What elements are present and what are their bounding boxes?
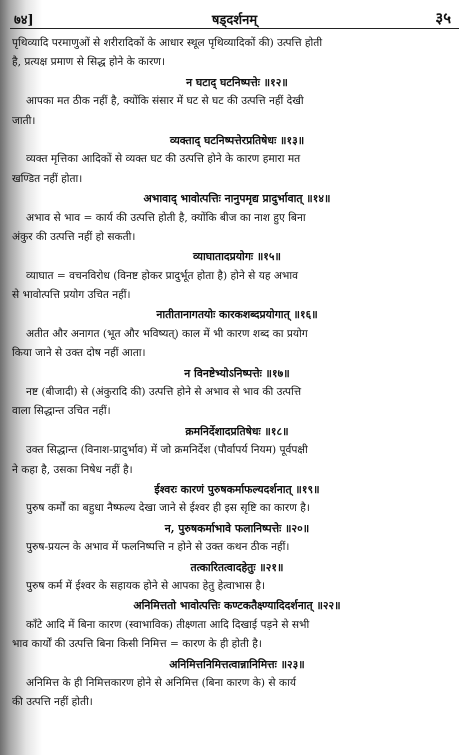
sutra-heading: न विनष्टेभ्योऽनिष्पत्तेः ॥१७॥	[184, 366, 290, 380]
commentary-line: उक्त सिद्धान्त (विनाश-प्रादुर्भाव) में जो क्रमनिर्देश (पौर्वापर्य नियम) पूर्वपक्षी	[26, 444, 308, 457]
commentary-line: भाव कार्यों की उत्पत्ति बिना किसी निमित्त = कारण के ही होती है।	[12, 638, 262, 651]
page-body	[12, 34, 462, 713]
sutra-heading: न, पुरुषकर्माभावे फलानिष्पत्तेः ॥२०॥	[164, 521, 310, 535]
commentary-line: है, प्रत्यक्ष प्रमाण से सिद्ध होने के कारण।	[12, 56, 165, 69]
commentary-line: ने कहा है, उसका निषेध नहीं है।	[12, 463, 133, 476]
sutra-heading: तत्कारितत्वादहेतुः ॥२१॥	[190, 560, 284, 574]
page-number: ३५	[435, 9, 451, 27]
running-title: षड्दर्शनम्	[211, 13, 258, 28]
sutra-heading: अनिमित्तनिमित्तत्वान्नानिमित्तः ॥२३॥	[169, 657, 305, 671]
commentary-line: अंकुर की उत्पत्ति नहीं हो सकती।	[12, 230, 136, 243]
commentary-line: पृथिव्यादि परमाणुओं से शरीरादिकों के आधार स्थूल पृथिव्यादिकों की) उत्पत्ति होती	[12, 37, 323, 49]
commentary-line: किया जाने से उक्त दोष नहीं आता।	[12, 347, 146, 360]
commentary-line: खण्डित नहीं होता।	[12, 172, 83, 185]
commentary-line: अभाव से भाव = कार्य की उत्पत्ति होती है, क्योंकि बीज का नाश हुए बिना	[26, 211, 306, 224]
commentary-line: अनिमित्त के ही निमित्तकारण होने से अनिमित्त (बिना कारण के) से कार्य	[26, 676, 296, 689]
page-number-left: ७४]	[14, 13, 34, 28]
sutra-heading: न घटाद् घटनिष्पत्तेः ॥१२॥	[186, 75, 288, 89]
commentary-line: की उत्पत्ति नहीं होती।	[12, 696, 93, 709]
commentary-line: पुरुष कर्म में ईश्वर के सहायक होने से आपका हेतु हेत्वाभास है।	[26, 579, 266, 592]
commentary-line: पुरुष कर्मों का बहुधा नैष्फल्य देखा जाने से ईश्वर ही इस सृष्टि का कारण है।	[26, 502, 310, 515]
sutra-heading: अनिमित्ततो भावोत्पत्तिः कण्टकतैक्ष्ण्यादिदर्शनात् ॥२२॥	[133, 599, 341, 613]
commentary-line: पुरुष-प्रयत्न के अभाव में फलनिष्पत्ति न होने से उक्त कथन ठीक नहीं।	[26, 541, 290, 554]
commentary-line: वाला सिद्धान्त उचित नहीं।	[12, 405, 111, 418]
commentary-line: व्याघात = वचनविरोध (विनष्ट होकर प्रादुर्भूत होता है) होने से यह अभाव	[26, 269, 299, 282]
sutra-heading: व्याघातादप्रयोगः ॥१५॥	[193, 250, 281, 264]
sutra-heading: क्रमनिर्देशादप्रतिषेधः ॥१८॥	[185, 424, 289, 438]
sutra-heading: व्यक्ताद् घटनिष्पत्तेरप्रतिषेधः ॥१३॥	[169, 133, 305, 147]
sutra-heading: ईश्वरः कारणं पुरुषकर्माफल्यदर्शनात् ॥१९॥	[154, 482, 320, 496]
commentary-line: जाती।	[12, 114, 36, 127]
commentary-line: आपका मत ठीक नहीं है, क्योंकि संसार में घट से घट की उत्पत्ति नहीं देखी	[26, 95, 304, 108]
commentary-line: व्यक्त मृत्तिका आदिकों से व्यक्त घट की उत्पत्ति होने के कारण हमारा मत	[26, 153, 301, 166]
commentary-line: अतीत और अनागत (भूत और भविष्यत्) काल में भी कारण शब्द का प्रयोग	[26, 327, 308, 340]
commentary-line: काँटे आदि में बिना कारण (स्वाभाविक) तीक्ष्णता आदि दिखाई पड़ने से सभी	[26, 618, 310, 631]
commentary-line: नष्ट (बीजादी) से (अंकुरादि की) उत्पत्ति होने से अभाव से भाव की उत्पत्ति	[26, 386, 302, 399]
sutra-heading: अभावाद् भावोत्पत्तिः नानुपमृद्य प्रादुर्भावात् ॥१४॥	[143, 192, 331, 206]
header-rule	[10, 28, 459, 29]
commentary-line: से भावोत्पत्ति प्रयोग उचित नहीं।	[12, 289, 131, 302]
sutra-heading: नातीतानागतयोः कारकशब्दप्रयोगात् ॥१६॥	[156, 308, 318, 322]
